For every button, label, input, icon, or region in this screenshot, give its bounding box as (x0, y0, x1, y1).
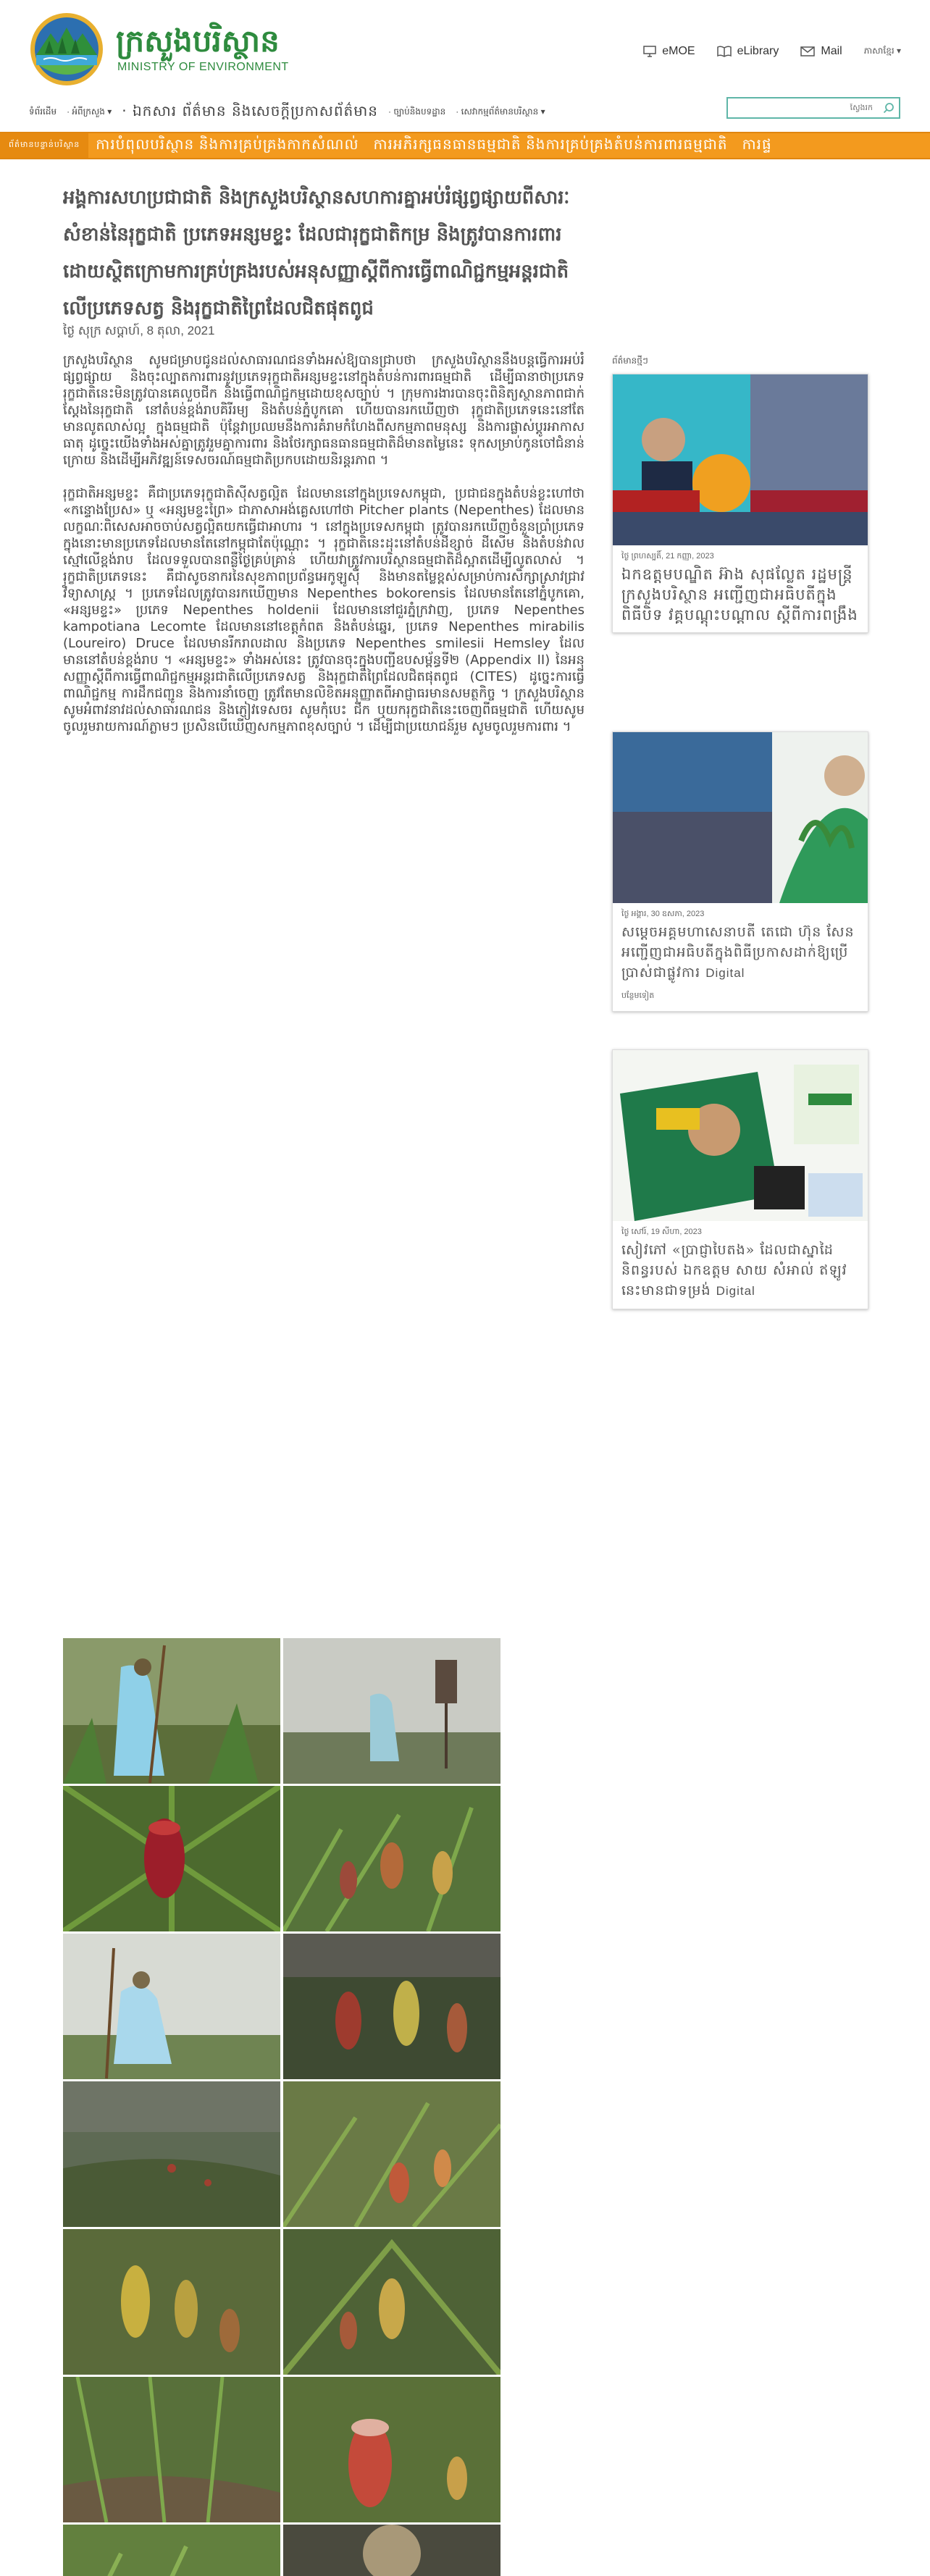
text-run: ដែលមានរីករាលដាល និងប្រភេទ (174, 636, 356, 651)
text-run: ដូច្នេះការធ្វើពាណិជ្ជកម្ម ការដឹកជញ្ជូន និងការនាំចេញ ត្រូវតែមានលិខិតអនុញ្ញាតពីអាជ្ញាធរមានសមត្ថកិច្ច ។ ក្រសួងបរិស្ថាន សូមអំពាវនាវដល់សាធារណជន និងភ្ញៀវទេសចរ សូមកុំបេះ ជីក ឬយករុក្ខជាតិនេះចេញពីធម្មជាតិ ហើយសូមចូលរួមរាយការណ៍ភ្លាមៗ ប្រសិនបើឃើញសកម្មភាពខុសច្បាប់ ។ (63, 669, 585, 734)
gallery-photo[interactable] (63, 1934, 280, 2079)
ministry-logo[interactable] (29, 12, 104, 87)
news-date: ថ្ងៃ សៅរ៍, 19 សីហា, 2023 (621, 1228, 702, 1236)
title-text: សម្ដេចអគ្គមហាសេនាបតី តេជោ ហ៊ុន សែន អញ្ជើញជាអធិបតីក្នុងពិធីប្រកាសដាក់ឱ្យប្រើប្រាស់ជាផ្លូវការ (621, 924, 855, 981)
breaking-news-item[interactable]: ការផ្ទ (742, 137, 772, 153)
article-paragraph: ក្រសួងបរិស្ថាន សូមជម្រាបជូនដល់សាធារណជនទាំងអស់ឱ្យបានជ្រាបថា ក្រសួងបរិស្ថាននឹងបន្តធ្វើការអប់រំផ្សព្វផ្សាយ និងចុះល្បាតការពារនូវប្រភេទរុក្ខជាតិអន្សមខ្ទះនៅក្នុងតំបន់ការពារធម្មជាតិ ដើម្បីធានាថាប្រភេទរុក្ខជាតិនេះមិនត្រូវបានគេលួចជីក និងធ្វើពាណិជ្ជកម្មដោយខុសច្បាប់ ។ ក្រុមការងារបានចុះពិនិត្យស្ថានភាពជាក់ស្ដែងនៃរុក្ខជាតិ នៅតំបន់ខ្ពង់រាបគិរីរម្យ និងតំបន់ភ្នំបូកគោ ហើយបានរកឃើញថា រុក្ខជាតិប្រភេទនេះនៅតែមានលូតលាស់ល្អ ក្នុងធម្មជាតិ ប៉ុន្តែវាប្រឈមនឹងការគំរាមកំហែងពីសកម្មភាពមនុស្ស និងការផ្លាស់ប្តូរអាកាសធាតុ ដូច្នេះយើងទាំងអស់គ្នាត្រូវរួមគ្នាការពារ និងថែរក្សាធនធានធម្មជាតិដ៏មានតម្លៃនេះ ទុកសម្រាប់កូនចៅជំនាន់ក្រោយ និងដើម្បីអភិវឌ្ឍន៍ទេសចរណ៍ធម្មជាតិប្រកបដោយនិរន្តរភាព ។ (63, 353, 585, 468)
gallery-photo[interactable] (283, 2229, 500, 2375)
article-date: ថ្ងៃ សុក្រ សប្តាហ៍, 8 តុលា, 2021 (63, 324, 215, 337)
news-card[interactable] (612, 374, 868, 633)
cites-ref: (CITES) (469, 669, 518, 684)
monitor-icon (643, 46, 656, 57)
gallery-photo[interactable] (283, 1786, 500, 1931)
title-text: Digital (716, 1284, 755, 1298)
species-name: Nepenthes smilesii Hemsley (355, 636, 550, 651)
text-run: ដែលមានលក្ខណៈពិសេសអាចចាប់សត្វល្អិតយកធ្វើជាអាហារ ។ នៅក្នុងប្រទេសកម្ពុជា ត្រូវបានរកឃើញចំនួនប្រាំប្រភេទ ក្នុងនោះមានប្រភេទដែលមានតែនៅកម្ពុជាតែប៉ុណ្ណោះ ។ រុក្ខជាតិនេះដុះនៅតំបន់ដីខ្សាច់ ដីសើម និងតំបន់វាលស្មៅលើខ្ពង់រាប ដែលទទួលបានពន្លឺថ្ងៃគ្រប់គ្រាន់ ហើយវាត្រូវការបរិស្ថានធម្មជាតិដ៏ស្អាតដើម្បីលូតលាស់ ។ រុក្ខជាតិប្រភេទនេះ គឺជាសូចនាករនៃសុខភាពប្រព័ន្ធអេកូឡូស៊ី និងមានតម្លៃខ្ពស់សម្រាប់ការសិក្សាស្រាវជ្រាវវិទ្យាសាស្ត្រ ។ ប្រភេទដែលត្រូវបានរកឃើញមាន (63, 503, 585, 601)
mail-icon (800, 46, 815, 56)
search-input[interactable] (757, 104, 873, 112)
sidebar-title: ព័ត៌មានថ្មីៗ (612, 356, 648, 366)
news-title[interactable]: ឯកឧត្តមបណ្ឌិត អ៊ាង សុផល្លែត រដ្ឋមន្ត្រីក្រសួងបរិស្ថាន អញ្ជើញជាអធិបតីក្នុងពិធីបិទ វគ្គបណ្ដុះបណ្ដាល ស្ដីពីការពង្រឹង (621, 566, 858, 624)
emoe-label: eMOE (662, 45, 695, 57)
article-title: អង្គការសហប្រជាជាតិ និងក្រសួងបរិស្ថានសហការគ្នាអប់រំផ្សព្វផ្សាយពីសារៈសំខាន់នៃរុក្ខជាតិ ប្រភេទអន្សមខ្ទះ ដែលជារុក្ខជាតិកម្រ និងត្រូវបានការពារ ដោយស្ថិតក្រោមការគ្រប់គ្រងរបស់អនុសញ្ញាស្ដីពីការធ្វើពាណិជ្ជកម្មអន្តរជាតិ លើប្រភេទសត្វ និងរុក្ខជាតិព្រៃដែលជិតផុតពូជ (63, 187, 570, 319)
news-date: ថ្ងៃ ព្រហស្បតិ៍, 21 កញ្ញា, 2023 (621, 552, 714, 561)
news-date: ថ្ងៃ អង្គារ, 30 ឧសភា, 2023 (621, 910, 705, 918)
text-run: រុក្ខជាតិអន្សមខ្ទះ គឺជាប្រភេទរុក្ខជាតិស៊ីសត្វល្អិត ដែលមាននៅក្នុងប្រទេសកម្ពុជា, ប្រជាជនក្នុងតំបន់ខ្លះហៅថា «កន្ទោងប្រែស» ឬ «អន្សមខ្ទះព្រៃ» ជាភាសាអង់គ្លេសហៅថា (63, 486, 585, 518)
news-card[interactable] (612, 1049, 868, 1309)
search-box (726, 97, 900, 119)
gallery-photo[interactable] (283, 2081, 500, 2227)
gallery-photo[interactable] (283, 2525, 500, 2576)
breaking-news-item[interactable]: ការបំពុលបរិស្ថាន និងការគ្រប់គ្រងកាកសំណល់ (96, 137, 359, 153)
species-name: Pitcher plants (Nepenthes) (359, 503, 535, 518)
gallery-photo[interactable] (63, 2377, 280, 2522)
breaking-news-item[interactable]: ការអភិរក្សធនធានធម្មជាតិ និងការគ្រប់គ្រងតំបន់ការពារធម្មជាតិ (373, 137, 728, 153)
search-icon[interactable] (883, 102, 895, 114)
gallery-photo[interactable] (283, 2377, 500, 2522)
news-thumbnail[interactable] (613, 732, 868, 903)
breaking-news-label: ព័ត៌មានបន្ទាន់បរិស្ថាន (0, 133, 88, 158)
species-name: Nepenthes bokorensis (306, 586, 456, 601)
brand-name-khmer[interactable]: ក្រសួងបរិស្ថាន (116, 23, 280, 59)
main-nav (29, 101, 545, 123)
gallery-photo[interactable] (63, 1638, 280, 1784)
gallery-photo[interactable] (283, 1934, 500, 2079)
news-title[interactable] (613, 1240, 868, 1309)
title-text: សៀវភៅ «ប្រាជ្ញាបៃតង» ដែលជាស្នាដៃនិពន្ធរបស់ ឯកឧត្តម សាយ សំអាល់ ឥឡូវនេះមានជាទម្រង់ (621, 1242, 847, 1299)
nav-item-news[interactable]: · ឯកសារ ព័ត៌មាន និងសេចក្ដីប្រកាសព័ត៌មាន (122, 102, 378, 119)
text-run: នៃអនុសញ្ញាស្ដីពីការធ្វើពាណិជ្ជកម្មអន្តរជាតិលើប្រភេទសត្វ និងរុក្ខជាតិព្រៃដែលជិតផុតពូជ (63, 653, 585, 684)
mail-label: Mail (821, 45, 842, 57)
gallery-photo[interactable] (283, 1638, 500, 1784)
news-subtitle: បន្ថែមទៀត (621, 991, 655, 1000)
nav-item-about[interactable]: · អំពីក្រសួង ▾ (67, 106, 112, 117)
breaking-news-bar (0, 132, 930, 159)
news-thumbnail[interactable] (613, 374, 868, 545)
emoe-link[interactable] (643, 45, 695, 58)
species-name: Nepenthes mirabilis (Loureiro) Druce (63, 619, 585, 651)
species-name: Nepenthes kampotiana Lecomte (63, 603, 585, 634)
gallery-photo[interactable] (63, 1786, 280, 1931)
news-card[interactable] (612, 731, 868, 1012)
species-name: Nepenthes holdenii (183, 603, 319, 618)
elibrary-link[interactable] (717, 45, 779, 58)
gallery-photo[interactable] (63, 2229, 280, 2375)
gallery-photo[interactable] (63, 2081, 280, 2227)
text-run: ដែលមាននៅជួរភ្នំក្រវាញ, ប្រភេទ (319, 603, 514, 618)
title-text: Digital (705, 966, 745, 980)
nav-item-home[interactable]: ទំព័រដើម (29, 106, 57, 117)
language-selector[interactable]: ភាសាខ្មែរ ▾ (863, 46, 901, 56)
nav-item-services[interactable]: · សេវាកម្មព័ត៌មានបរិស្ថាន ▾ (456, 106, 545, 117)
site-header (0, 0, 930, 127)
top-links (643, 45, 901, 58)
article-paragraph (63, 485, 585, 735)
text-run: ដែលមានតែនៅភ្នំបូកគោ, «អន្សមខ្ទះ» ប្រភេទ (63, 586, 585, 618)
book-icon (717, 46, 732, 57)
nav-item-law[interactable]: · ច្បាប់និងបទដ្ឋាន (388, 106, 446, 117)
article-body (63, 352, 585, 735)
text-run: ដើម្បីជាប្រយោជន៍រួម សូមចូលរួមការពារ ។ (364, 719, 571, 734)
news-thumbnail[interactable] (613, 1050, 868, 1221)
appendix-ref: (Appendix II) (465, 653, 550, 668)
text-run: ដែលមាននៅតំបន់ខ្ពង់រាប ។ «អន្សមខ្ទះ» ទាំងអស់នេះ ត្រូវបានចុះក្នុងបញ្ជីឧបសម្ព័ន្ធទី២ (63, 636, 585, 668)
news-title[interactable] (613, 922, 868, 991)
text-run: ដែលមាននៅខេត្តកំពត និងតំបន់ឆ្នេរ, ប្រភេទ (206, 619, 449, 634)
mail-link[interactable] (800, 45, 842, 58)
brand-name-english[interactable]: MINISTRY OF ENVIRONMENT (117, 61, 289, 73)
elibrary-label: eLibrary (737, 45, 779, 57)
gallery-photo[interactable] (63, 2525, 280, 2576)
photo-gallery (63, 1638, 500, 2576)
